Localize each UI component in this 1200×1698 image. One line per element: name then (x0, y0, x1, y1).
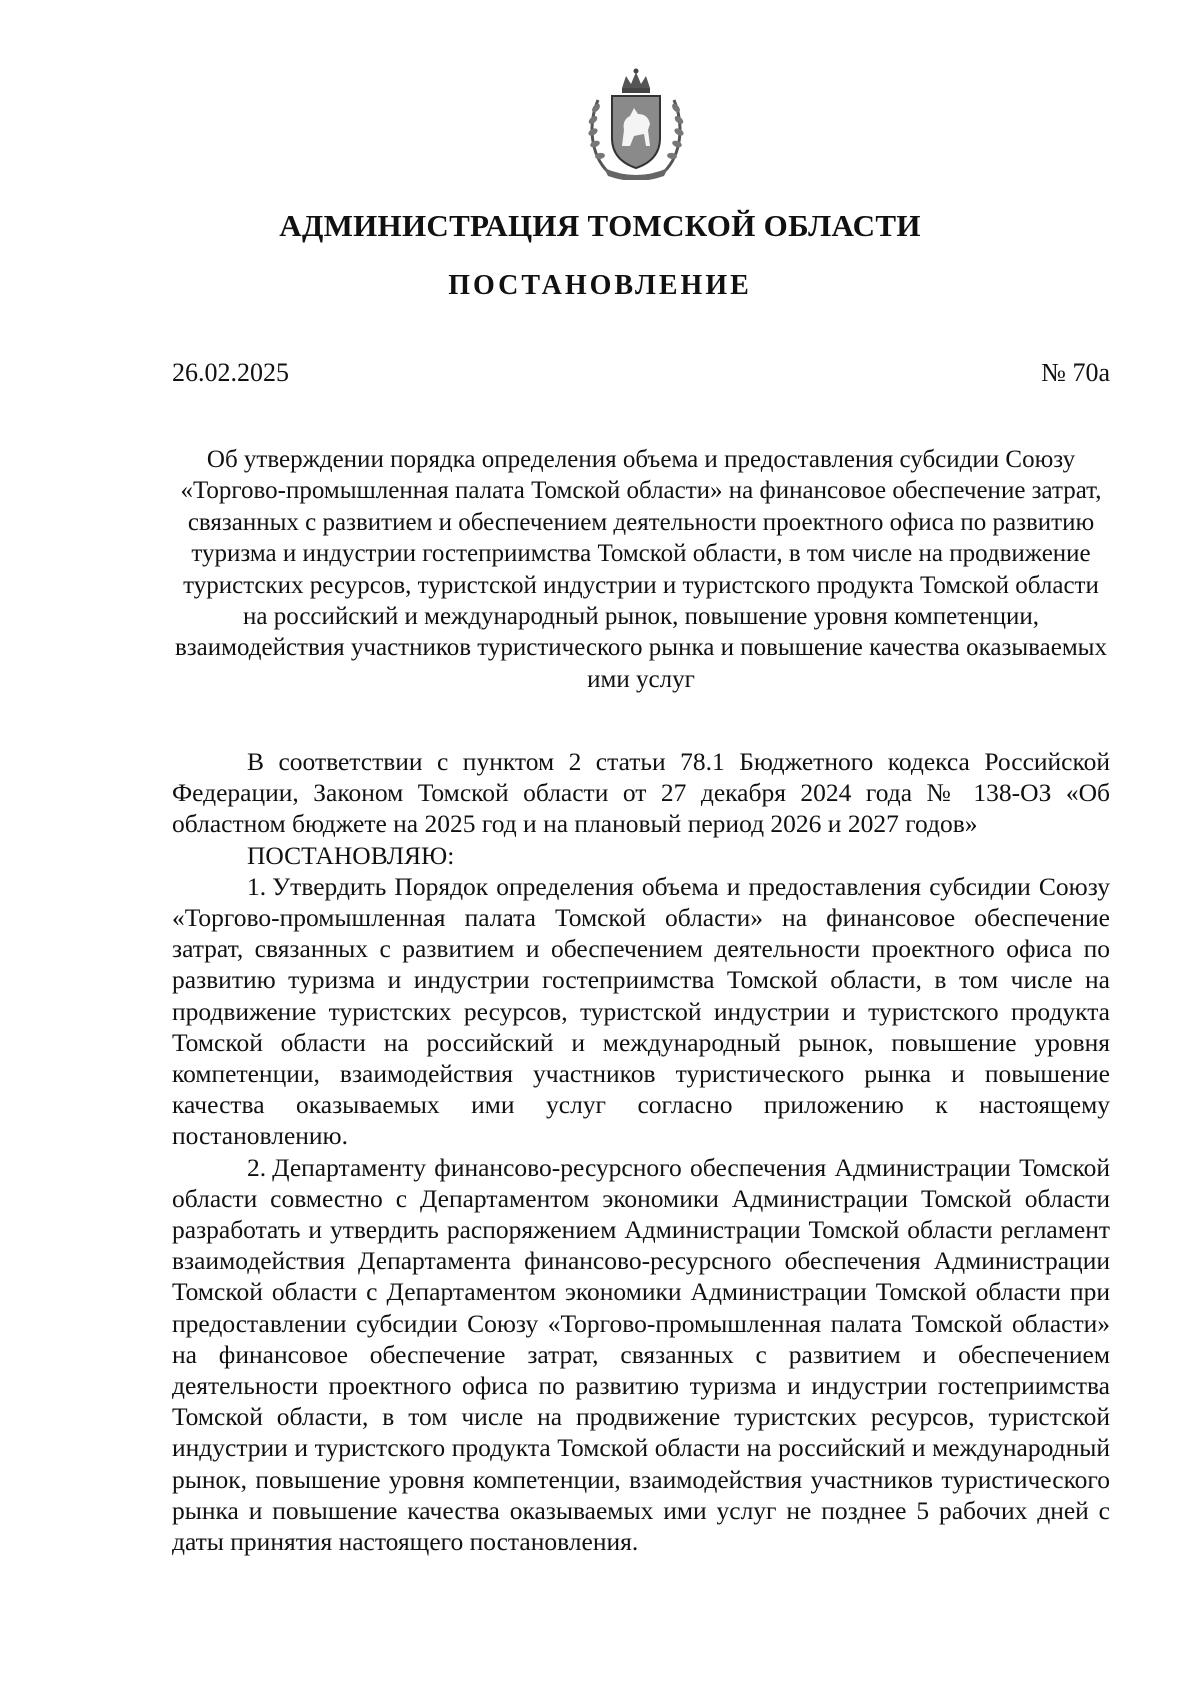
document-date: 26.02.2025 (172, 358, 289, 387)
decree-word: ПОСТАНОВЛЯЮ: (247, 840, 455, 870)
decree-item-1 (172, 871, 1110, 1152)
document-subject: Об утверждении порядка определения объема и предоставления субсидии Союзу «Торгово-промышленная палата Томской области» на финансовое обеспечение затрат, связанных с развитием и обеспечением деятельности проектного офиса по развитию туризма и индустрии гостеприимства Томской области, в том числе на продвижение туристских ресурсов, туристской индустрии и туристского продукта Томской области на российский и международный рынок, повышение уровня компетенции, взаимодействия участников туристического рынка и повышение качества оказываемых ими услуг (175, 446, 1107, 693)
item-number: 2. (247, 1152, 267, 1182)
preamble-paragraph: В соответствии с пунктом 2 статьи 78.1 Бюджетного кодекса Российской Федерации, Законом Томской области от 27 декабря 2024 года № 138-ОЗ «Об областном бюджете на 2025 год и на плановый период 2026 и 2027 годов» (172, 747, 1110, 839)
tomsk-coat-of-arms-icon (584, 68, 688, 180)
item-number: 1. (247, 871, 267, 901)
document-body (172, 746, 1110, 1557)
item-text: Департаменту финансово-ресурсного обеспечения Администрации Томской области совместно с Департаментом экономики Администрации Томской области разработать и утвердить распоряжением Администрации Томской области регламент взаимодействия Департамента финансово-ресурсного обеспечения Администрации Томской области с Департаментом экономики Администрации Томской области при предоставлении субсидии Союзу «Торгово-промышленная палата Томской области» на финансовое обеспечение затрат, связанных с развитием и обеспечением деятельности проектного офиса по развитию туризма и индустрии гостеприимства Томской области, в том числе на продвижение туристских ресурсов, туристской индустрии и туристского продукта Томской области на российский и международный рынок, повышение уровня компетенции, взаимодействия участников туристического рынка и повышение качества оказываемых ими услуг не позднее 5 рабочих дней с даты принятия настоящего постановления. (172, 1152, 1110, 1557)
decree-item-2 (172, 1152, 1110, 1558)
coat-of-arms-emblem (584, 68, 688, 180)
document-number: № 70а (1041, 358, 1110, 387)
document-type-heading: ПОСТАНОВЛЕНИЕ (448, 270, 752, 301)
item-text: Утвердить Порядок определения объема и предоставления субсидии Союзу «Торгово-промышленная палата Томской области» на финансовое обеспечение затрат, связанных с развитием и обеспечением деятельности проектного офиса по развитию туризма и индустрии гостеприимства Томской области, в том числе на продвижение туристских ресурсов, туристской индустрии и туристского продукта Томской области на российский и международный рынок, повышение уровня компетенции, взаимодействия участников туристического рынка и повышение качества оказываемых ими услуг согласно приложению к настоящему постановлению. (172, 871, 1110, 1151)
organization-title: АДМИНИСТРАЦИЯ ТОМСКОЙ ОБЛАСТИ (279, 208, 921, 243)
